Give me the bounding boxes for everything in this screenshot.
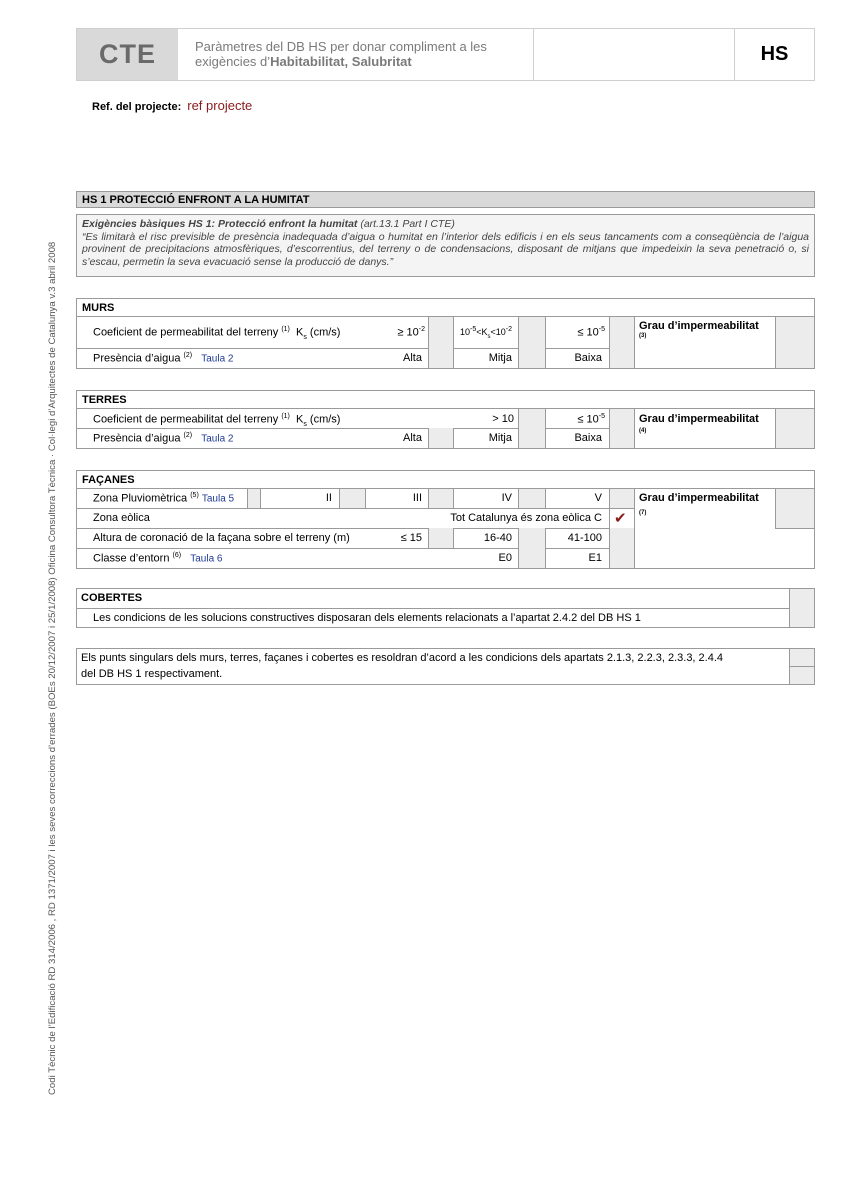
- requirements-title-ref: (art.13.1 Part I CTE): [357, 218, 455, 230]
- ks-subscript: s: [487, 333, 491, 340]
- murs-option-cell[interactable]: [609, 317, 634, 368]
- altura-option-cell[interactable]: [518, 528, 545, 568]
- note-ref: (5): [190, 492, 199, 499]
- zona-iv: IV: [501, 492, 512, 504]
- murs-p3: Baixa: [574, 352, 602, 364]
- page-header: [76, 28, 815, 81]
- exponent: -2: [418, 326, 425, 333]
- murs-opt1: [370, 326, 425, 339]
- murs-option-cell[interactable]: [518, 317, 545, 368]
- murs-opt3-text: ≤ 10: [577, 326, 599, 339]
- entorn-text: Classe d’entorn: [93, 552, 170, 565]
- header-title-prefix: exigències d’: [195, 54, 271, 69]
- terres-option-cell[interactable]: [518, 409, 545, 448]
- zona-option-cell[interactable]: [247, 489, 260, 508]
- zona-option-cell[interactable]: [609, 489, 634, 508]
- zona-eolica-label: Zona eòlica: [93, 512, 150, 524]
- header-title-line2: [195, 54, 535, 69]
- entorn-label: [93, 552, 222, 565]
- murs-water-text: Presència d’aigua: [93, 352, 181, 365]
- zona-option-cell[interactable]: [428, 489, 453, 508]
- altura-label: Altura de coronació de la façana sobre el terreny (m): [93, 532, 350, 544]
- murs-opt2: [455, 326, 517, 340]
- requirements-title-bold: Exigències bàsiques HS 1: Protecció enfront la humitat: [82, 218, 358, 230]
- zona-eolica-value: Tot Catalunya és zona eòlica C: [450, 512, 602, 524]
- murs-permeability-label: [93, 326, 340, 341]
- zona-ii: II: [325, 492, 332, 504]
- terres-opt2-text: ≤ 10: [577, 413, 599, 426]
- side-legal-text: Codi Tècnic de l’Edificació RD 314/2006 , RD 1371/2007 i les seves correccions d’errades (BOEs 20/12/2007 i 25/1/2008) Oficina Consultora Tècnica · Col·legi d’Arquitectes de Catalunya v.3 abril 2008: [47, 241, 58, 1095]
- singular-points-line2: del DB HS 1 respectivament.: [81, 668, 223, 680]
- terres-option-cell[interactable]: [428, 428, 453, 448]
- terres-title: TERRES: [76, 390, 815, 409]
- murs-opt3: [550, 326, 605, 339]
- taula-link[interactable]: Taula 2: [201, 353, 234, 365]
- header-divider: [533, 29, 534, 80]
- header-title: [195, 39, 535, 69]
- zona-v: V: [594, 492, 602, 504]
- header-code: HS: [760, 43, 789, 65]
- note-ref: (1): [281, 326, 290, 333]
- altura-option-cell[interactable]: [609, 528, 634, 568]
- facanes-grau-label: Grau d’impermeabilitat: [639, 492, 759, 504]
- project-reference: [92, 98, 252, 113]
- murs-grau-cell[interactable]: [775, 317, 814, 368]
- entorn-e1: E1: [588, 552, 602, 564]
- note-ref: (6): [172, 552, 182, 559]
- murs-opt2-base: 10: [459, 327, 470, 337]
- terres-permeability-text: Coeficient de permeabilitat del terreny: [93, 413, 279, 426]
- ks-unit: (cm/s): [306, 326, 341, 339]
- note-ref: (2): [183, 352, 193, 359]
- terres-water-label: [93, 432, 234, 445]
- altura-a3: 41-100: [567, 532, 602, 544]
- reference-value[interactable]: ref projecte: [187, 98, 253, 113]
- murs-grau-note: (3): [639, 333, 647, 339]
- exponent: -5: [598, 326, 605, 333]
- terres-grau-label: Grau d’impermeabilitat: [639, 413, 759, 425]
- ks-symbol: K: [296, 326, 304, 339]
- note-ref: (1): [281, 413, 290, 420]
- requirements-title: [82, 218, 809, 231]
- cobertes-text: Les condicions de les solucions constructives disposaran dels elements relacionats a l’apartat 2.4.2 del DB HS 1: [93, 612, 641, 624]
- zona-iii: III: [412, 492, 422, 504]
- reference-label: Ref. del projecte:: [92, 101, 182, 113]
- section-title: HS 1 PROTECCIÓ ENFRONT A LA HUMITAT: [76, 191, 815, 208]
- murs-opt2-mid: <K: [476, 327, 488, 337]
- facanes-title: FAÇANES: [76, 470, 815, 489]
- taula-link[interactable]: Taula 2: [201, 433, 234, 445]
- ks-symbol: K: [296, 413, 304, 426]
- taula-link[interactable]: Taula 6: [190, 553, 223, 565]
- exponent: -5: [598, 413, 605, 420]
- requirements-text: “Es limitarà el risc previsible de presència inadequada d’aigua o humitat en l’interior dels edificis i en els seus tancaments com a conseqüència de l’aigua provinent de precipitacions atmosfèriques, d’escorrentius, del terreny o de condensacions, disposant de mitjans que impedeixin la seva penetració o, si s’escau, permetin la seva evacuació sense la producció de danys.”: [82, 230, 809, 268]
- ks-unit: (cm/s): [306, 413, 341, 426]
- ks-subscript: s: [303, 333, 307, 341]
- exponent: -2: [505, 326, 513, 333]
- murs-title: MURS: [76, 298, 815, 317]
- ks-subscript: s: [303, 420, 307, 428]
- altura-option-cell[interactable]: [428, 528, 453, 548]
- murs-grau-label: Grau d’impermeabilitat: [639, 320, 759, 332]
- facanes-grau-note: (7): [639, 510, 647, 516]
- zona-option-cell[interactable]: [518, 489, 545, 508]
- header-title-line1: Paràmetres del DB HS per donar compliment a les: [195, 39, 487, 54]
- checkmark-icon[interactable]: ✔: [614, 510, 627, 527]
- terres-water-text: Presència d’aigua: [93, 432, 181, 445]
- murs-opt2-tail: <10: [490, 327, 506, 337]
- terres-p2: Mitja: [488, 432, 512, 444]
- altura-a1: ≤ 15: [400, 532, 422, 544]
- note-ref: (2): [183, 432, 193, 439]
- cobertes-title: COBERTES: [81, 592, 143, 604]
- murs-p2: Mitja: [488, 352, 512, 364]
- entorn-e0: E0: [498, 552, 512, 564]
- zona-option-cell[interactable]: [339, 489, 365, 508]
- zona-pluviometrica-label: [93, 492, 234, 505]
- terres-grau-cell[interactable]: [775, 409, 814, 448]
- zona-pluviometrica-text: Zona Pluviomètrica: [93, 492, 188, 505]
- murs-permeability-text: Coeficient de permeabilitat del terreny: [93, 326, 279, 339]
- cte-logo: CTE: [77, 29, 178, 80]
- terres-p1: Alta: [403, 432, 422, 444]
- terres-grau-note: (4): [639, 428, 647, 434]
- taula-link[interactable]: Taula 5: [201, 493, 235, 505]
- terres-p3: Baixa: [574, 432, 602, 444]
- murs-water-label: [93, 352, 234, 365]
- singular-points-line1: Els punts singulars dels murs, terres, façanes i cobertes es resoldran d’acord a les condicions dels apartats 2.1.3, 2.2.3, 2.3.3, 2.4.4: [81, 652, 724, 664]
- terres-option-cell[interactable]: [609, 409, 634, 448]
- terres-opt2: [550, 413, 605, 426]
- header-title-bold: Habitabilitat, Salubritat: [270, 54, 412, 69]
- murs-opt1-text: ≥ 10: [397, 326, 419, 339]
- murs-p1: Alta: [403, 352, 422, 364]
- terres-permeability-label: [93, 413, 340, 428]
- requirements-box: [76, 214, 815, 277]
- murs-option-cell[interactable]: [428, 317, 453, 368]
- facanes-grau-cell[interactable]: [775, 489, 814, 528]
- exponent: -5: [470, 326, 477, 333]
- cobertes-check-cell[interactable]: [789, 589, 814, 627]
- terres-opt1: > 10: [492, 413, 514, 425]
- altura-a2: 16-40: [483, 532, 512, 544]
